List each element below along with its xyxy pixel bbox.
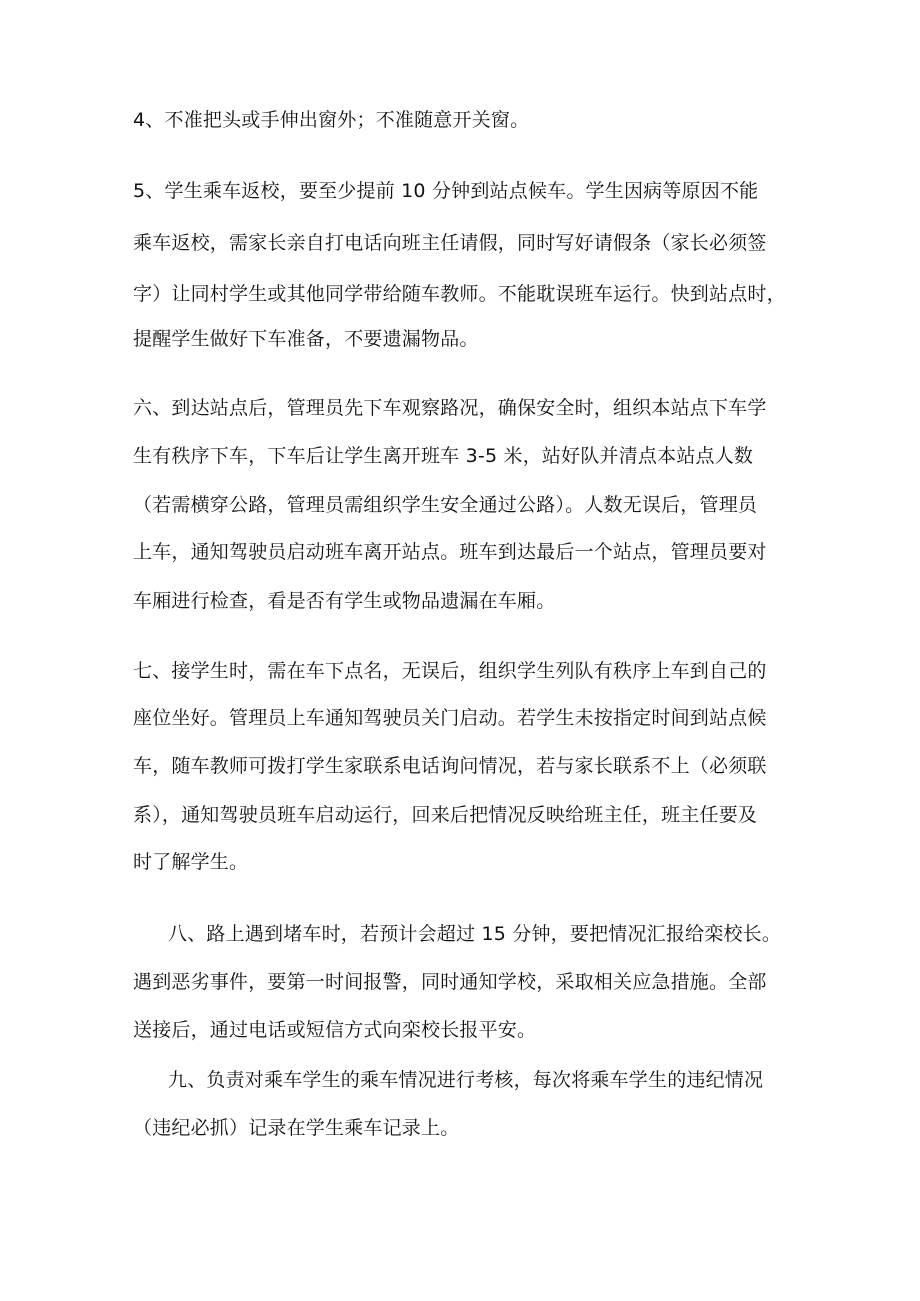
paragraph-7-line-5: 时了解学生。 — [133, 851, 249, 873]
paragraph-8-line-2: 遇到恶劣事件，要第一时间报警，同时通知学校，采取相关应急措施。全部 — [133, 971, 767, 993]
paragraph-8-line-3: 送接后，通过电话或短信方式向栾校长报平安。 — [133, 1019, 537, 1041]
paragraph-7-line-1: 七、接学生时，需在车下点名，无误后，组织学生列队有秩序上车到自己的 — [133, 660, 767, 682]
paragraph-6-line-2: 生有秩序下车，下车后让学生离开班车 3-5 米，站好队并清点本站点人数 — [133, 445, 754, 467]
paragraph-4-line-1: 4、不准把头或手伸出窗外；不准随意开关窗。 — [133, 109, 530, 131]
paragraph-5-line-2: 乘车返校，需家长亲自打电话向班主任请假，同时写好请假条（家长必须签 — [133, 232, 767, 254]
paragraph-5-line-1: 5、学生乘车返校，要至少提前 10 分钟到站点候车。学生因病等原因不能 — [133, 180, 759, 202]
paragraph-7-line-2: 座位坐好。管理员上车通知驾驶员关门启动。若学生未按指定时间到站点候 — [133, 707, 767, 729]
paragraph-6-line-5: 车厢进行检查，看是否有学生或物品遗漏在车厢。 — [133, 590, 556, 612]
paragraph-6-line-4: 上车，通知驾驶员启动班车离开站点。班车到达最后一个站点，管理员要对 — [133, 541, 767, 563]
paragraph-6-line-1: 六、到达站点后，管理员先下车观察路况，确保安全时，组织本站点下车学 — [133, 397, 767, 419]
paragraph-7-line-4: 系），通知驾驶员班车启动运行，回来后把情况反映给班主任，班主任要及 — [133, 804, 758, 826]
paragraph-6-line-3: （若需横穿公路，管理员需组织学生安全通过公路）。人数无误后，管理员 — [133, 494, 758, 516]
paragraph-5-line-4: 提醒学生做好下车准备，不要遗漏物品。 — [133, 328, 479, 350]
paragraph-8-line-1: 八、路上遇到堵车时，若预计会超过 15 分钟，要把情况汇报给栾校长。 — [168, 923, 782, 945]
paragraph-5-line-3: 字）让同村学生或其他同学带给随车教师。不能耽误班车运行。快到站点时， — [133, 283, 786, 305]
paragraph-7-line-3: 车，随车教师可拨打学生家联系电话询问情况，若与家长联系不上（必须联 — [133, 755, 767, 777]
paragraph-9-line-1: 九、负责对乘车学生的乘车情况进行考核，每次将乘车学生的违纪情况 — [168, 1069, 764, 1091]
paragraph-9-line-2: （违纪必抓）记录在学生乘车记录上。 — [133, 1117, 460, 1139]
